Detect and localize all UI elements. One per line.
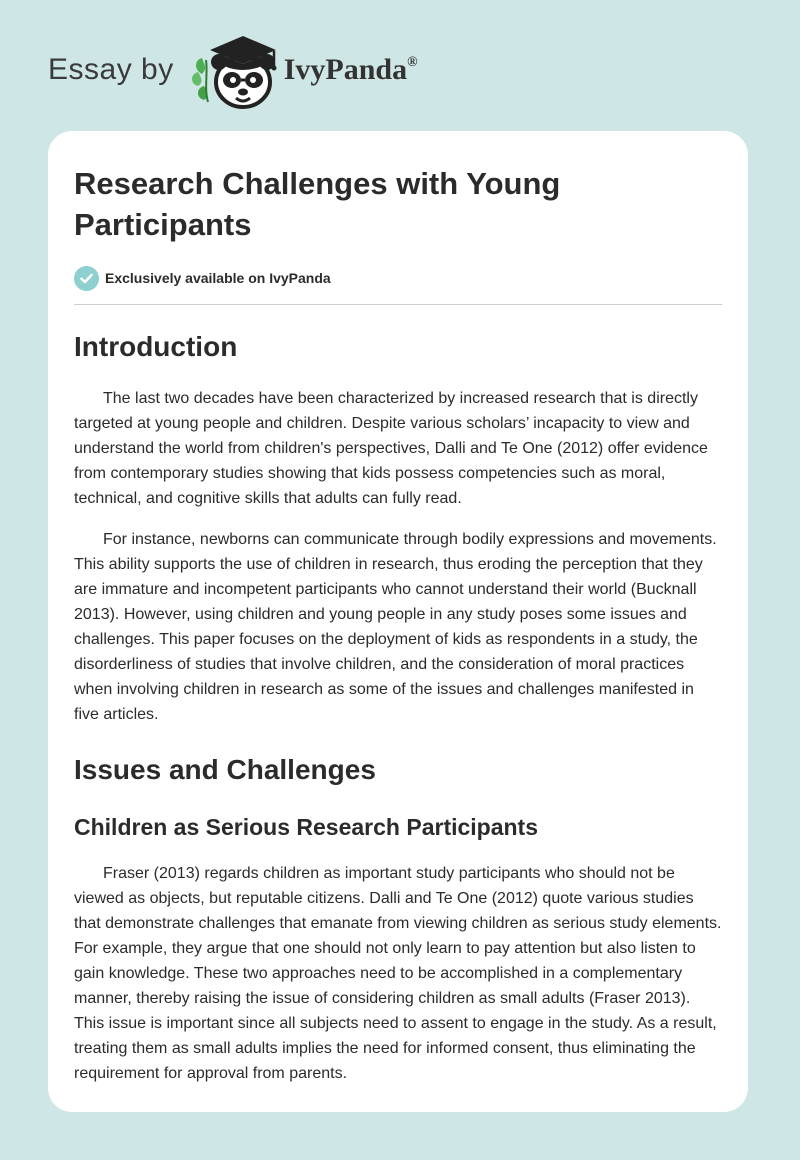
brand-header — [48, 30, 418, 110]
brand-prefix: Essay by — [48, 53, 174, 86]
divider — [74, 304, 722, 305]
exclusive-badge — [74, 265, 722, 291]
paragraph: The last two decades have been characterized by increased research that is directly targeted at young people and children. Despite various scholars’ incapacity to view and understand the world from children's perspectives, Dalli and Te One (2012) offer evidence from contemporary studies showing that kids possess competencies such as moral, technical, and cognitive skills that adults can fully read. — [74, 390, 708, 507]
section-heading-issues: Issues and Challenges — [74, 754, 376, 785]
brand-name: IvyPanda® — [283, 53, 418, 86]
essay-card — [48, 131, 748, 1112]
essay-title: Research Challenges with Young Participants — [74, 166, 561, 242]
ivypanda-logo-icon — [188, 30, 280, 110]
section-heading-introduction: Introduction — [74, 331, 238, 362]
subsection-heading: Children as Serious Research Participants — [74, 814, 539, 840]
paragraph: For instance, newborns can communicate through bodily expressions and movements. This ability supports the use of children in research, thus eroding the perception that they are immature and incompetent participants who cannot understand their world (Bucknall 2013). However, using children and young people in any study poses some issues and challenges. This paper focuses on the deployment of kids as respondents in a study, the disorderliness of studies that involve children, and the consideration of moral practices when involving children in research as some of the issues and challenges manifested in five articles. — [74, 531, 717, 723]
exclusive-label: Exclusively available on IvyPanda — [105, 270, 331, 286]
paragraph: Fraser (2013) regards children as important study participants who should not be viewed as objects, but reputable citizens. Dalli and Te One (2012) quote various studies that demonstrate challenges that emanate from viewing children as serious study elements. For example, they argue that one should not only learn to pay attention but also listen to gain knowledge. These two approaches need to be accomplished in a complementary manner, thereby raising the issue of considering children as small adults (Fraser 2013). This issue is important since all subjects need to assent to engage in the study. As a result, treating them as small adults implies the need for informed consent, thus eliminating the requirement for approval from parents. — [74, 865, 722, 1082]
registered-mark: ® — [407, 55, 418, 70]
check-icon — [74, 266, 99, 291]
